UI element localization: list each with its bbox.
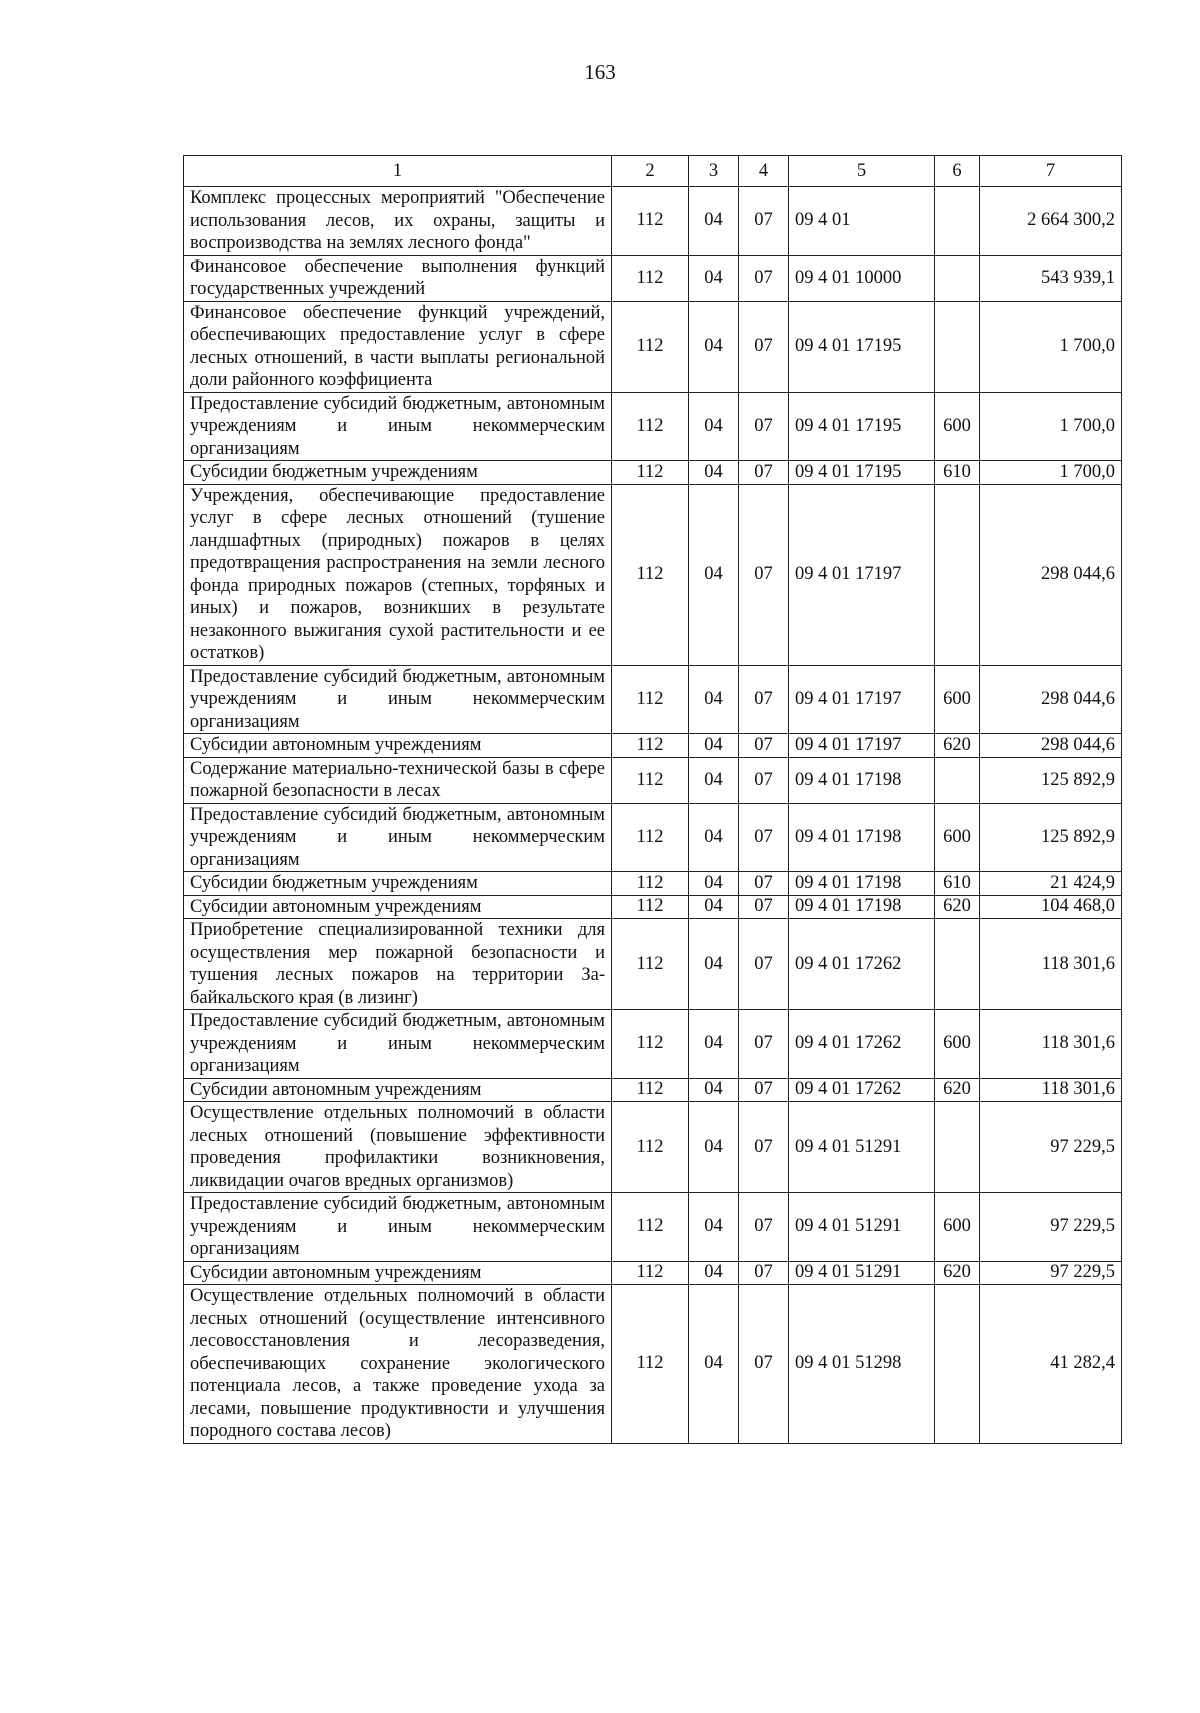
ministry-code-cell: 112 (612, 461, 689, 485)
table-row (184, 734, 1122, 758)
ministry-code-cell: 112 (612, 757, 689, 803)
table-row (184, 1010, 1122, 1079)
row-name-cell: Финансовое обеспечение функций учреждений, обеспечивающих предоставление услуг в сфере лесных отношений, в части выплаты региональной доли районного коэффициента (184, 301, 612, 392)
section-code-cell: 04 (689, 1078, 739, 1102)
subsection-code-cell: 07 (739, 895, 789, 919)
table-row (184, 1285, 1122, 1444)
subsection-code-cell: 07 (739, 872, 789, 896)
target-article-cell: 09 4 01 17262 (789, 1010, 935, 1079)
expense-type-cell (935, 255, 980, 301)
table-body (184, 187, 1122, 1444)
amount-cell: 97 229,5 (980, 1261, 1122, 1285)
expense-type-cell: 610 (935, 461, 980, 485)
section-code-cell: 04 (689, 301, 739, 392)
subsection-code-cell: 07 (739, 1261, 789, 1285)
target-article-cell: 09 4 01 51291 (789, 1261, 935, 1285)
amount-cell: 1 700,0 (980, 461, 1122, 485)
ministry-code-cell: 112 (612, 392, 689, 461)
amount-cell: 298 044,6 (980, 665, 1122, 734)
amount-cell: 118 301,6 (980, 1010, 1122, 1079)
header-col-3: 3 (689, 156, 739, 187)
subsection-code-cell: 07 (739, 1285, 789, 1444)
target-article-cell: 09 4 01 51291 (789, 1102, 935, 1193)
row-name-cell: Приобретение специализированной техники для осуществления мер пожарной безопасности и тушения лесных пожаров на территории Забайкальского края (в лизинг) (184, 919, 612, 1010)
target-article-cell: 09 4 01 17197 (789, 665, 935, 734)
amount-cell: 118 301,6 (980, 919, 1122, 1010)
ministry-code-cell: 112 (612, 1285, 689, 1444)
target-article-cell: 09 4 01 10000 (789, 255, 935, 301)
ministry-code-cell: 112 (612, 1261, 689, 1285)
table-row (184, 665, 1122, 734)
section-code-cell: 04 (689, 895, 739, 919)
ministry-code-cell: 112 (612, 919, 689, 1010)
subsection-code-cell: 07 (739, 734, 789, 758)
expense-type-cell (935, 1102, 980, 1193)
amount-cell: 104 468,0 (980, 895, 1122, 919)
subsection-code-cell: 07 (739, 484, 789, 665)
section-code-cell: 04 (689, 187, 739, 256)
target-article-cell: 09 4 01 51291 (789, 1193, 935, 1262)
target-article-cell: 09 4 01 17198 (789, 803, 935, 872)
section-code-cell: 04 (689, 1193, 739, 1262)
table-row (184, 484, 1122, 665)
target-article-cell: 09 4 01 17262 (789, 1078, 935, 1102)
ministry-code-cell: 112 (612, 1193, 689, 1262)
target-article-cell: 09 4 01 17195 (789, 392, 935, 461)
amount-cell: 1 700,0 (980, 392, 1122, 461)
ministry-code-cell: 112 (612, 484, 689, 665)
row-name-cell: Предоставление субсидий бюджетным, автономным учреждениям и иным некоммерческим организациям (184, 803, 612, 872)
section-code-cell: 04 (689, 461, 739, 485)
target-article-cell: 09 4 01 17198 (789, 872, 935, 896)
row-name-cell: Предоставление субсидий бюджетным, автономным учреждениям и иным некоммерческим организациям (184, 1193, 612, 1262)
table-row (184, 1102, 1122, 1193)
amount-cell: 2 664 300,2 (980, 187, 1122, 256)
table-row (184, 255, 1122, 301)
row-name-cell: Субсидии автономным учреждениям (184, 734, 612, 758)
row-name-cell: Субсидии автономным учреждениям (184, 1261, 612, 1285)
subsection-code-cell: 07 (739, 803, 789, 872)
ministry-code-cell: 112 (612, 301, 689, 392)
expense-type-cell: 600 (935, 1193, 980, 1262)
header-col-1: 1 (184, 156, 612, 187)
target-article-cell: 09 4 01 17197 (789, 734, 935, 758)
amount-cell: 118 301,6 (980, 1078, 1122, 1102)
expense-type-cell: 600 (935, 803, 980, 872)
target-article-cell: 09 4 01 17195 (789, 301, 935, 392)
table-row (184, 392, 1122, 461)
expense-type-cell: 600 (935, 1010, 980, 1079)
expense-type-cell (935, 1285, 980, 1444)
target-article-cell: 09 4 01 17198 (789, 895, 935, 919)
amount-cell: 21 424,9 (980, 872, 1122, 896)
ministry-code-cell: 112 (612, 872, 689, 896)
expense-type-cell: 620 (935, 734, 980, 758)
subsection-code-cell: 07 (739, 1010, 789, 1079)
subsection-code-cell: 07 (739, 1078, 789, 1102)
target-article-cell: 09 4 01 51298 (789, 1285, 935, 1444)
expense-type-cell: 600 (935, 665, 980, 734)
target-article-cell: 09 4 01 17262 (789, 919, 935, 1010)
amount-cell: 543 939,1 (980, 255, 1122, 301)
table-row (184, 301, 1122, 392)
table-row (184, 187, 1122, 256)
ministry-code-cell: 112 (612, 895, 689, 919)
ministry-code-cell: 112 (612, 1078, 689, 1102)
header-col-4: 4 (739, 156, 789, 187)
amount-cell: 41 282,4 (980, 1285, 1122, 1444)
table-row (184, 461, 1122, 485)
row-name-cell: Предоставление субсидий бюджетным, автономным учреждениям и иным некоммерческим организациям (184, 665, 612, 734)
header-col-7: 7 (980, 156, 1122, 187)
subsection-code-cell: 07 (739, 1193, 789, 1262)
subsection-code-cell: 07 (739, 392, 789, 461)
amount-cell: 1 700,0 (980, 301, 1122, 392)
ministry-code-cell: 112 (612, 803, 689, 872)
header-col-2: 2 (612, 156, 689, 187)
header-col-5: 5 (789, 156, 935, 187)
ministry-code-cell: 112 (612, 255, 689, 301)
row-name-cell: Осуществление отдельных полномочий в области лесных отношений (осуществление интенсивного лесовосстановления и лесоразведения, обеспечивающих сохранение экологического потенциала лесов, а также проведение ухода за лесами, повышение продуктивности и улучшения породного состава лесов) (184, 1285, 612, 1444)
subsection-code-cell: 07 (739, 665, 789, 734)
section-code-cell: 04 (689, 484, 739, 665)
table-row (184, 1193, 1122, 1262)
section-code-cell: 04 (689, 1102, 739, 1193)
expense-type-cell (935, 187, 980, 256)
section-code-cell: 04 (689, 665, 739, 734)
row-name-cell: Содержание материально-технической базы в сфере пожарной безопасности в лесах (184, 757, 612, 803)
expense-type-cell: 600 (935, 392, 980, 461)
table-row (184, 1078, 1122, 1102)
ministry-code-cell: 112 (612, 665, 689, 734)
subsection-code-cell: 07 (739, 461, 789, 485)
target-article-cell: 09 4 01 17195 (789, 461, 935, 485)
subsection-code-cell: 07 (739, 919, 789, 1010)
table-header (184, 156, 1122, 187)
row-name-cell: Предоставление субсидий бюджетным, автономным учреждениям и иным некоммерческим организациям (184, 1010, 612, 1079)
ministry-code-cell: 112 (612, 1010, 689, 1079)
target-article-cell: 09 4 01 17197 (789, 484, 935, 665)
ministry-code-cell: 112 (612, 187, 689, 256)
amount-cell: 125 892,9 (980, 757, 1122, 803)
row-name-cell: Субсидии автономным учреждениям (184, 895, 612, 919)
page-number: 163 (584, 60, 616, 84)
table-row (184, 895, 1122, 919)
row-name-cell: Осуществление отдельных полномочий в области лесных отношений (повышение эффективности проведения профилактики возникновения, ликвидации очагов вредных организмов) (184, 1102, 612, 1193)
section-code-cell: 04 (689, 1010, 739, 1079)
section-code-cell: 04 (689, 919, 739, 1010)
expense-type-cell: 620 (935, 1261, 980, 1285)
expense-type-cell (935, 757, 980, 803)
row-name-cell: Учреждения, обеспечивающие предоставление услуг в сфере лесных отношений (тушение ландшафтных (природных) пожаров в целях предотвращения распространения на земли лесного фонда природных пожаров (степных, торфяных и иных) и пожаров, возникших в результате незаконного выжигания сухой растительности и ее остатков) (184, 484, 612, 665)
ministry-code-cell: 112 (612, 734, 689, 758)
section-code-cell: 04 (689, 255, 739, 301)
target-article-cell: 09 4 01 (789, 187, 935, 256)
ministry-code-cell: 112 (612, 1102, 689, 1193)
table-row (184, 919, 1122, 1010)
amount-cell: 97 229,5 (980, 1102, 1122, 1193)
row-name-cell: Предоставление субсидий бюджетным, автономным учреждениям и иным некоммерческим организациям (184, 392, 612, 461)
expense-type-cell: 610 (935, 872, 980, 896)
expense-type-cell (935, 919, 980, 1010)
subsection-code-cell: 07 (739, 255, 789, 301)
section-code-cell: 04 (689, 734, 739, 758)
table-row (184, 757, 1122, 803)
amount-cell: 97 229,5 (980, 1193, 1122, 1262)
row-name-cell: Субсидии бюджетным учреждениям (184, 872, 612, 896)
subsection-code-cell: 07 (739, 757, 789, 803)
section-code-cell: 04 (689, 1285, 739, 1444)
header-col-6: 6 (935, 156, 980, 187)
section-code-cell: 04 (689, 803, 739, 872)
table-row (184, 872, 1122, 896)
row-name-cell: Субсидии бюджетным учреждениям (184, 461, 612, 485)
subsection-code-cell: 07 (739, 1102, 789, 1193)
subsection-code-cell: 07 (739, 301, 789, 392)
expense-type-cell: 620 (935, 895, 980, 919)
row-name-cell: Комплекс процессных мероприятий "Обеспечение использования лесов, их охраны, защиты и воспроизводства на землях лесного фонда" (184, 187, 612, 256)
section-code-cell: 04 (689, 392, 739, 461)
row-name-cell: Финансовое обеспечение выполнения функций государственных учреждений (184, 255, 612, 301)
expense-type-cell (935, 301, 980, 392)
row-name-cell: Субсидии автономным учреждениям (184, 1078, 612, 1102)
target-article-cell: 09 4 01 17198 (789, 757, 935, 803)
amount-cell: 298 044,6 (980, 484, 1122, 665)
expense-type-cell (935, 484, 980, 665)
section-code-cell: 04 (689, 1261, 739, 1285)
section-code-cell: 04 (689, 757, 739, 803)
expense-type-cell: 620 (935, 1078, 980, 1102)
budget-table (183, 155, 1122, 1444)
amount-cell: 298 044,6 (980, 734, 1122, 758)
table-row (184, 803, 1122, 872)
amount-cell: 125 892,9 (980, 803, 1122, 872)
header-row (184, 156, 1122, 187)
subsection-code-cell: 07 (739, 187, 789, 256)
section-code-cell: 04 (689, 872, 739, 896)
table-row (184, 1261, 1122, 1285)
